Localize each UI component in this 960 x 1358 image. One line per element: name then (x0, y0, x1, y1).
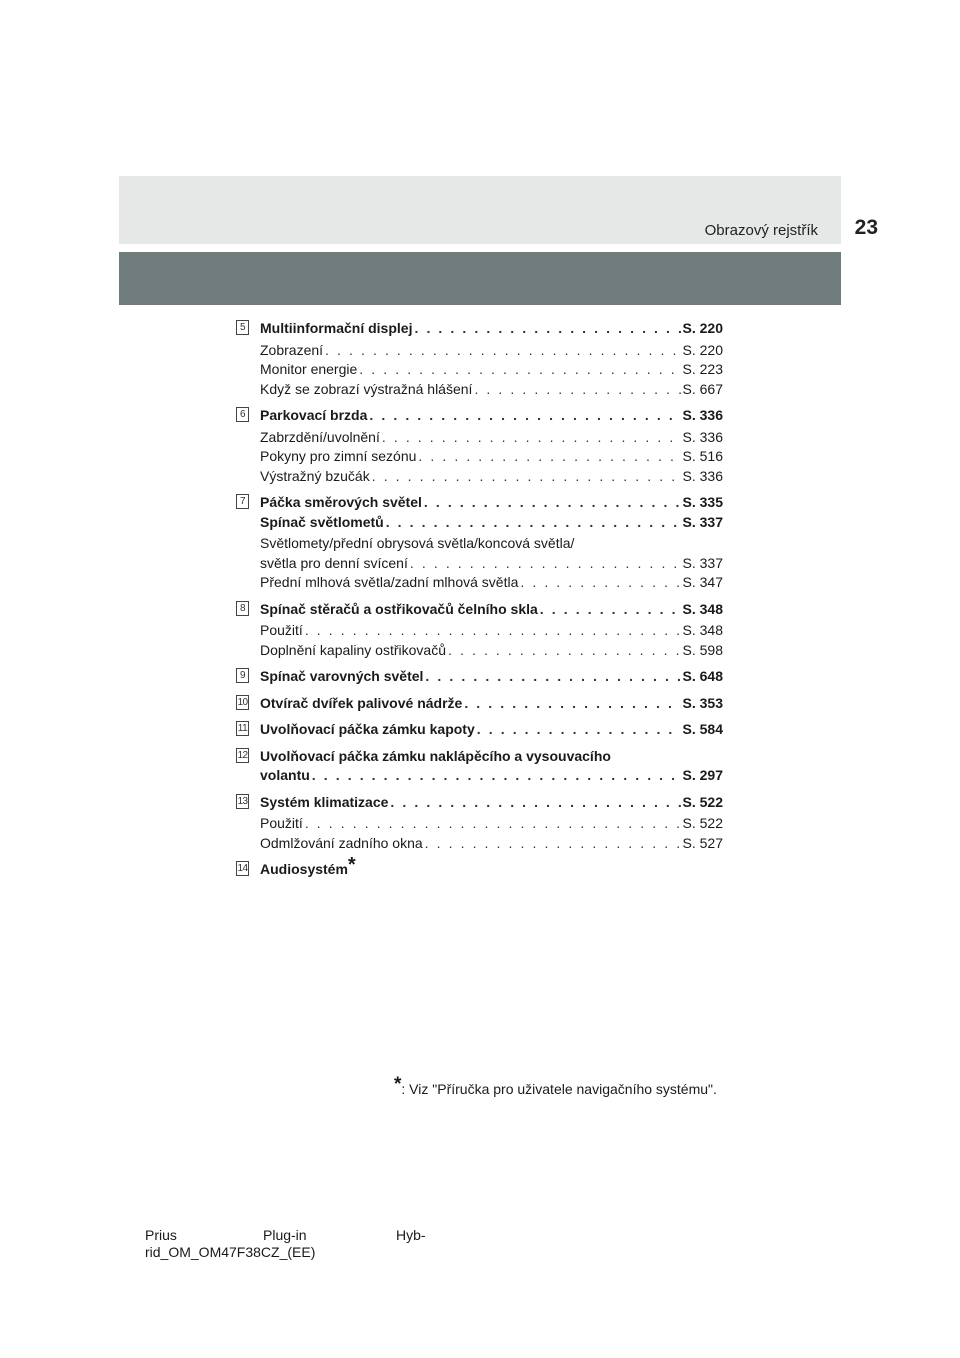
entry-label: Otvírač dvířek palivové nádrže (260, 694, 463, 711)
index-subentry[interactable] (260, 447, 723, 467)
dot-leader (382, 428, 681, 448)
entry-page-ref[interactable]: S. 348 (682, 622, 723, 638)
entry-page-ref[interactable]: S. 336 (682, 428, 723, 445)
index-entry[interactable] (260, 513, 723, 533)
index-entry[interactable] (260, 667, 723, 687)
index-list (236, 319, 723, 887)
index-subentry[interactable] (260, 341, 723, 361)
callout-number-marker: 11 (237, 723, 248, 734)
entry-label: volantu (260, 767, 310, 783)
entry-label: Audiosystém (260, 861, 348, 877)
entry-label: Spínač stěračů a ostřikovačů čelního skla (260, 600, 538, 617)
entry-page-ref[interactable]: S. 337 (682, 554, 723, 571)
entry-label: Spínač světlometů (260, 513, 384, 530)
entry-label: Výstražný bzučák (260, 467, 370, 484)
entry-label-line1: Uvolňovací páčka zámku naklápěcího a vysouvacího (260, 747, 611, 764)
dot-leader (390, 793, 680, 813)
index-group (236, 694, 723, 714)
entry-label: Odmlžování zadního okna (260, 834, 423, 851)
entry-label: Monitor energie (260, 361, 358, 377)
dot-leader (305, 621, 681, 641)
dot-leader (372, 467, 681, 487)
entry-page-ref[interactable]: S. 353 (682, 694, 723, 711)
footer-model: Prius (145, 1227, 177, 1243)
index-subentry[interactable] (260, 834, 723, 854)
entry-label: Spínač varovných světel (260, 668, 424, 684)
document-footer (145, 1227, 426, 1261)
index-entry[interactable] (260, 406, 723, 426)
dot-leader (414, 319, 680, 339)
index-entry[interactable] (260, 600, 723, 620)
entry-label: Systém klimatizace (260, 793, 389, 810)
entry-page-ref[interactable]: S. 220 (682, 320, 723, 336)
entry-page-ref[interactable]: S. 598 (682, 641, 723, 658)
entry-page-ref[interactable]: S. 667 (682, 380, 723, 397)
entry-page-ref[interactable]: S. 527 (682, 834, 723, 851)
index-group (236, 667, 723, 687)
entry-page-ref[interactable]: S. 584 (682, 721, 723, 737)
callout-number-marker: 13 (237, 795, 248, 807)
index-subentry[interactable] (260, 554, 723, 574)
entry-label: Páčka směrových světel (260, 494, 422, 510)
dot-leader (520, 573, 680, 593)
index-group (236, 406, 723, 486)
entry-page-ref[interactable]: S. 336 (682, 467, 723, 484)
footer-code: rid_OM_OM47F38CZ_(EE) (145, 1244, 316, 1260)
index-entry[interactable] (260, 319, 723, 339)
index-group (236, 747, 723, 786)
entry-page-ref[interactable]: S. 297 (682, 767, 723, 783)
dot-leader (425, 834, 681, 854)
entry-label: Zobrazení (260, 341, 324, 358)
entry-label: Přední mlhová světla/zadní mlhová světla (260, 574, 519, 590)
footnote-text: : Viz "Příručka pro uživatele navigačního systému". (401, 1081, 717, 1097)
callout-number-marker: 14 (237, 863, 248, 874)
entry-label: Uvolňovací páčka zámku kapoty (260, 721, 475, 737)
dot-leader (386, 513, 681, 533)
footer-variant: Plug-in (263, 1227, 307, 1243)
dot-leader (464, 694, 680, 714)
index-group (236, 600, 723, 661)
entry-page-ref[interactable]: S. 648 (682, 668, 723, 684)
callout-number-marker: 6 (236, 407, 249, 422)
entry-page-ref[interactable]: S. 223 (682, 361, 723, 377)
footer-type: Hyb- (396, 1227, 426, 1243)
dot-leader (540, 600, 681, 620)
entry-label: Použití (260, 622, 303, 638)
entry-label: Doplnění kapaliny ostřikovačů (260, 641, 446, 658)
callout-number-marker: 9 (236, 668, 249, 683)
index-subentry[interactable] (260, 360, 723, 380)
dot-leader (477, 720, 681, 740)
entry-page-ref[interactable]: S. 348 (682, 600, 723, 617)
entry-page-ref[interactable]: S. 522 (682, 815, 723, 831)
entry-page-ref[interactable]: S. 516 (682, 448, 723, 464)
index-group (236, 793, 723, 854)
index-entry[interactable] (260, 694, 723, 714)
entry-label: Multiinformační displej (260, 320, 413, 336)
entry-page-ref[interactable]: S. 335 (682, 494, 723, 510)
index-subentry[interactable] (260, 621, 723, 641)
dot-leader (418, 447, 680, 467)
index-entry[interactable] (260, 766, 723, 786)
callout-number-marker: 10 (237, 696, 248, 708)
callout-number-marker: 5 (236, 320, 249, 335)
index-entry[interactable] (260, 493, 723, 513)
index-subentry[interactable] (260, 428, 723, 448)
index-entry[interactable] (260, 720, 723, 740)
entry-label: Použití (260, 815, 303, 831)
index-entry[interactable] (260, 793, 723, 813)
entry-label-line1: Světlomety/přední obrysová světla/koncová světla/ (260, 535, 575, 551)
index-entry[interactable]: Audiosystém * (260, 860, 723, 880)
entry-label: Když se zobrazí výstražná hlášení (260, 380, 473, 397)
dot-leader (448, 641, 681, 661)
callout-number-marker: 8 (236, 601, 249, 616)
header-dark-band (119, 252, 841, 305)
index-group (236, 319, 723, 399)
index-subentry[interactable] (260, 814, 723, 834)
dot-leader (359, 360, 680, 380)
callout-number-marker: 12 (237, 749, 248, 761)
index-subentry[interactable] (260, 573, 723, 593)
dot-leader (474, 380, 680, 400)
index-subentry[interactable] (260, 641, 723, 661)
page-number: 23 (854, 216, 878, 239)
dot-leader (305, 814, 681, 834)
callout-number-marker: 7 (236, 494, 249, 509)
dot-leader (325, 341, 680, 361)
dot-leader (424, 493, 681, 513)
entry-page-ref[interactable]: S. 347 (682, 574, 723, 590)
entry-label: Pokyny pro zimní sezónu (260, 448, 417, 464)
dot-leader (425, 667, 680, 687)
entry-page-ref[interactable]: S. 220 (682, 341, 723, 358)
index-group (236, 493, 723, 593)
dot-leader (369, 406, 680, 426)
index-group (236, 854, 723, 880)
entry-page-ref[interactable]: S. 522 (682, 793, 723, 810)
dot-leader (410, 554, 681, 574)
dot-leader (312, 766, 681, 786)
index-subentry[interactable] (260, 467, 723, 487)
entry-label: Parkovací brzda (260, 407, 368, 423)
entry-label: Zabrzdění/uvolnění (260, 428, 380, 445)
entry-page-ref[interactable]: S. 337 (682, 513, 723, 530)
footnote-star: * (394, 1074, 402, 1095)
footnote (394, 1074, 717, 1097)
index-group (236, 720, 723, 740)
entry-page-ref[interactable]: S. 336 (682, 407, 723, 423)
index-subentry[interactable] (260, 380, 723, 400)
section-title: Obrazový rejstřík (704, 222, 818, 239)
entry-label: světla pro denní svícení (260, 554, 408, 571)
